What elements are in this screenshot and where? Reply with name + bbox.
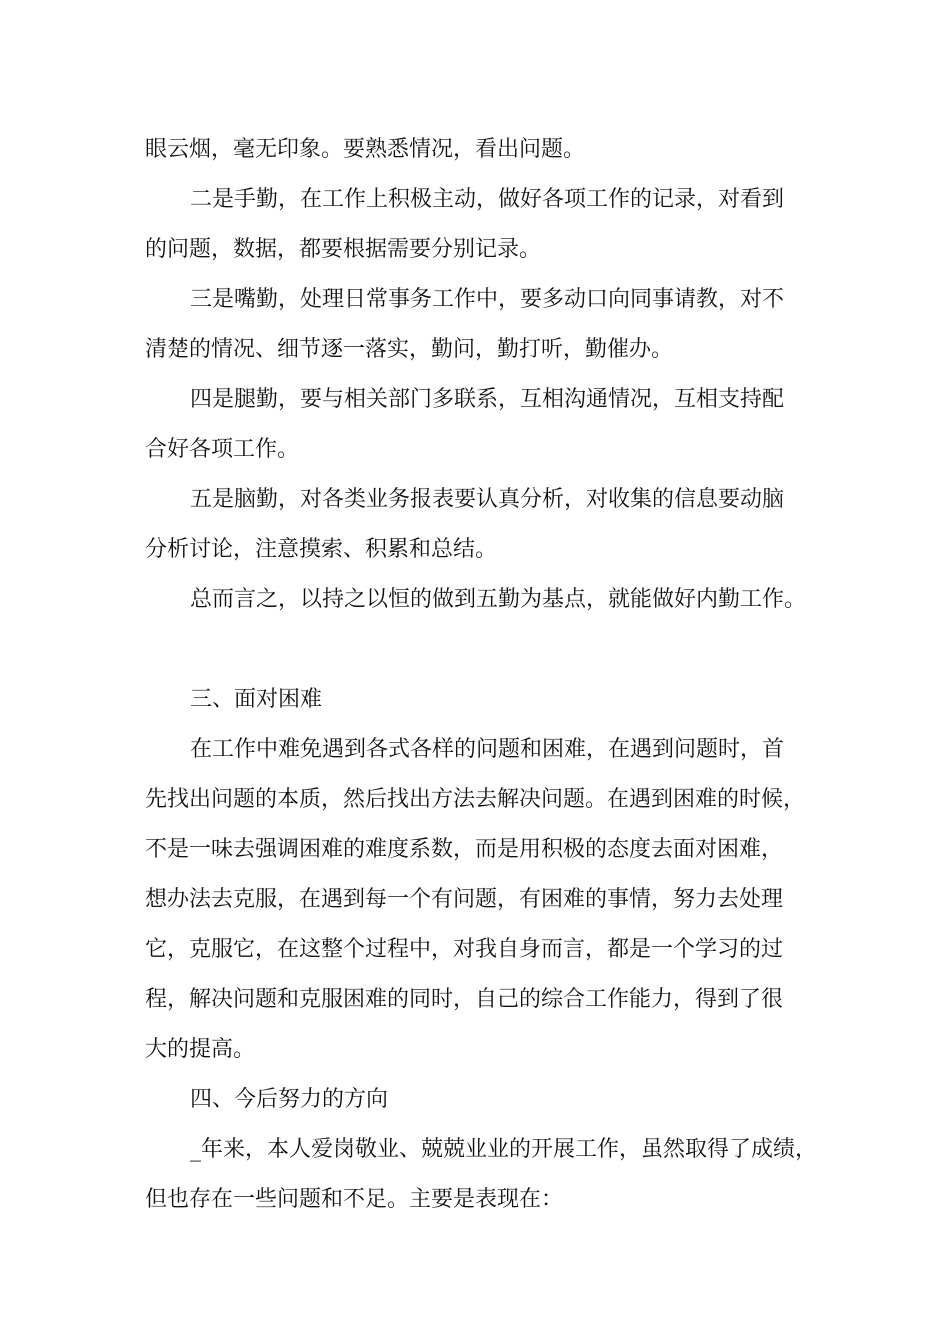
section-heading: 三、面对困难	[190, 687, 323, 712]
paragraph-line: 二是手勤，在工作上积极主动，做好各项工作的记录，对看到	[190, 187, 785, 212]
text-line: 想办法去克服，在遇到每一个有问题，有困难的事情，努力去处理	[145, 887, 784, 912]
text-line: 但也存在一些问题和不足。主要是表现在：	[145, 1187, 564, 1212]
text-line: 先找出问题的本质，然后找出方法去解决问题。在遇到困难的时候，	[145, 787, 806, 812]
text-line: 的问题，数据，都要根据需要分别记录。	[145, 237, 542, 262]
paragraph-line: 三是嘴勤，处理日常事务工作中，要多动口向同事请教，对不	[190, 287, 785, 312]
text-line: 程，解决问题和克服困难的同时，自己的综合工作能力，得到了很	[145, 987, 784, 1012]
paragraph-line: 在工作中难免遇到各式各样的问题和困难，在遇到问题时，首	[190, 737, 785, 762]
text-line: 合好各项工作。	[145, 437, 300, 462]
text-line: 不是一味去强调困难的难度系数，而是用积极的态度去面对困难，	[145, 837, 784, 862]
text-line: 分析讨论，注意摸索、积累和总结。	[145, 537, 498, 562]
paragraph-line: _年来，本人爱岗敬业、兢兢业业的开展工作，虽然取得了成绩，	[190, 1137, 818, 1162]
paragraph-line: 五是脑勤，对各类业务报表要认真分析，对收集的信息要动脑	[190, 487, 785, 512]
paragraph-line: 总而言之，以持之以恒的做到五勤为基点，就能做好内勤工作。	[190, 587, 807, 612]
text-line: 眼云烟，毫无印象。要熟悉情况，看出问题。	[145, 137, 586, 162]
paragraph-line: 四是腿勤，要与相关部门多联系，互相沟通情况，互相支持配	[190, 387, 785, 412]
text-line: 大的提高。	[145, 1037, 256, 1062]
section-heading: 四、今后努力的方向	[190, 1087, 389, 1112]
text-line: 它，克服它，在这整个过程中，对我自身而言，都是一个学习的过	[145, 937, 784, 962]
text-line: 清楚的情况、细节逐一落实，勤问，勤打听，勤催办。	[145, 337, 674, 362]
